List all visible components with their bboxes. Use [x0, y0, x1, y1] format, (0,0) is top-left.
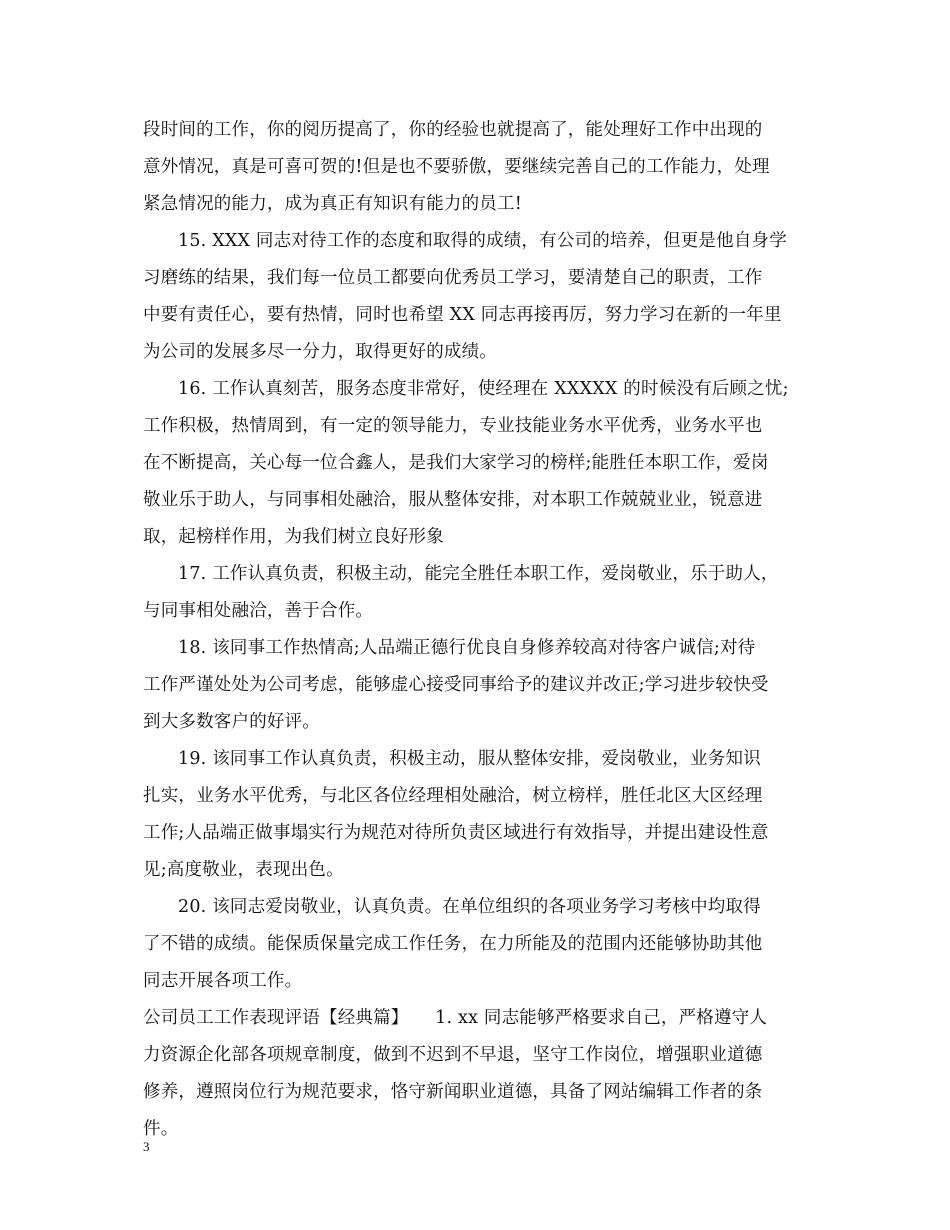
paragraph-18-start: 18. 该同事工作热情高;人品端正德行优良自身修养较高对待客户诚信;对待	[178, 638, 756, 658]
text-line: 工作积极，热情周到，有一定的领导能力，专业技能业务水平优秀，业务水平也	[143, 416, 763, 436]
text-line: 紧急情况的能力，成为真正有知识有能力的员工!	[143, 194, 522, 214]
text-line: 了不错的成绩。能保质保量完成工作任务，在力所能及的范围内还能够协助其他	[143, 934, 763, 954]
text-line: 件。	[143, 1119, 179, 1139]
page-number: 3	[143, 1139, 150, 1154]
text-line: 到大多数客户的好评。	[143, 712, 320, 732]
text-line: 习磨练的结果，我们每一位员工都要向优秀员工学习，要清楚自己的职责，工作	[143, 268, 763, 288]
paragraph-19-start: 19. 该同事工作认真负责，积极主动，服从整体安排，爱岗敬业，业务知识	[178, 749, 761, 769]
paragraph-20-start: 20. 该同志爱岗敬业，认真负责。在单位组织的各项业务学习考核中均取得	[178, 897, 761, 917]
text-line: 工作;人品端正做事塌实行为规范对待所负责区域进行有效指导，并提出建设性意	[143, 823, 769, 843]
text-line: 敬业乐于助人，与同事相处融洽，服从整体安排，对本职工作兢兢业业，锐意进	[143, 490, 763, 510]
text-line: 在不断提高，关心每一位合鑫人，是我们大家学习的榜样;能胜任本职工作，爱岗	[143, 453, 769, 473]
text-line: 修养，遵照岗位行为规范要求，恪守新闻职业道德，具备了网站编辑工作者的条	[143, 1082, 763, 1102]
paragraph-15-start: 15. XXX 同志对待工作的态度和取得的成绩，有公司的培养，但更是他自身学	[178, 231, 787, 251]
text-line: 中要有责任心，要有热情，同时也希望 XX 同志再接再厉，努力学习在新的一年里	[143, 305, 782, 325]
text-line: 见;高度敬业，表现出色。	[143, 860, 344, 880]
text-line: 力资源企化部各项规章制度，做到不迟到不早退，坚守工作岗位，增强职业道德	[143, 1045, 763, 1065]
paragraph-17-start: 17. 工作认真负责，积极主动，能完全胜任本职工作，爱岗敬业，乐于助人，	[178, 564, 779, 584]
text-line: 段时间的工作，你的阅历提高了，你的经验也就提高了，能处理好工作中出现的	[143, 120, 763, 140]
text-line: 为公司的发展多尽一分力，取得更好的成绩。	[143, 342, 497, 362]
text-line: 同志开展各项工作。	[143, 971, 303, 991]
paragraph-16-start: 16. 工作认真刻苦，服务态度非常好，使经理在 XXXXX 的时候没有后顾之忧;	[178, 379, 789, 399]
text-line: 取，起榜样作用，为我们树立良好形象	[143, 527, 444, 547]
text-line: 工作严谨处处为公司考虑，能够虚心接受同事给予的建议并改正;学习进步较快受	[143, 675, 769, 695]
text-line: 与同事相处融洽，善于合作。	[143, 601, 374, 621]
section-heading-line: 公司员工工作表现评语【经典篇】 1. xx 同志能够严格要求自己，严格遵守人	[143, 1008, 768, 1028]
text-line: 意外情况，真是可喜可贺的!但是也不要骄傲，要继续完善自己的工作能力，处理	[143, 157, 770, 177]
text-line: 扎实，业务水平优秀，与北区各位经理相处融洽，树立榜样，胜任北区大区经理	[143, 786, 763, 806]
